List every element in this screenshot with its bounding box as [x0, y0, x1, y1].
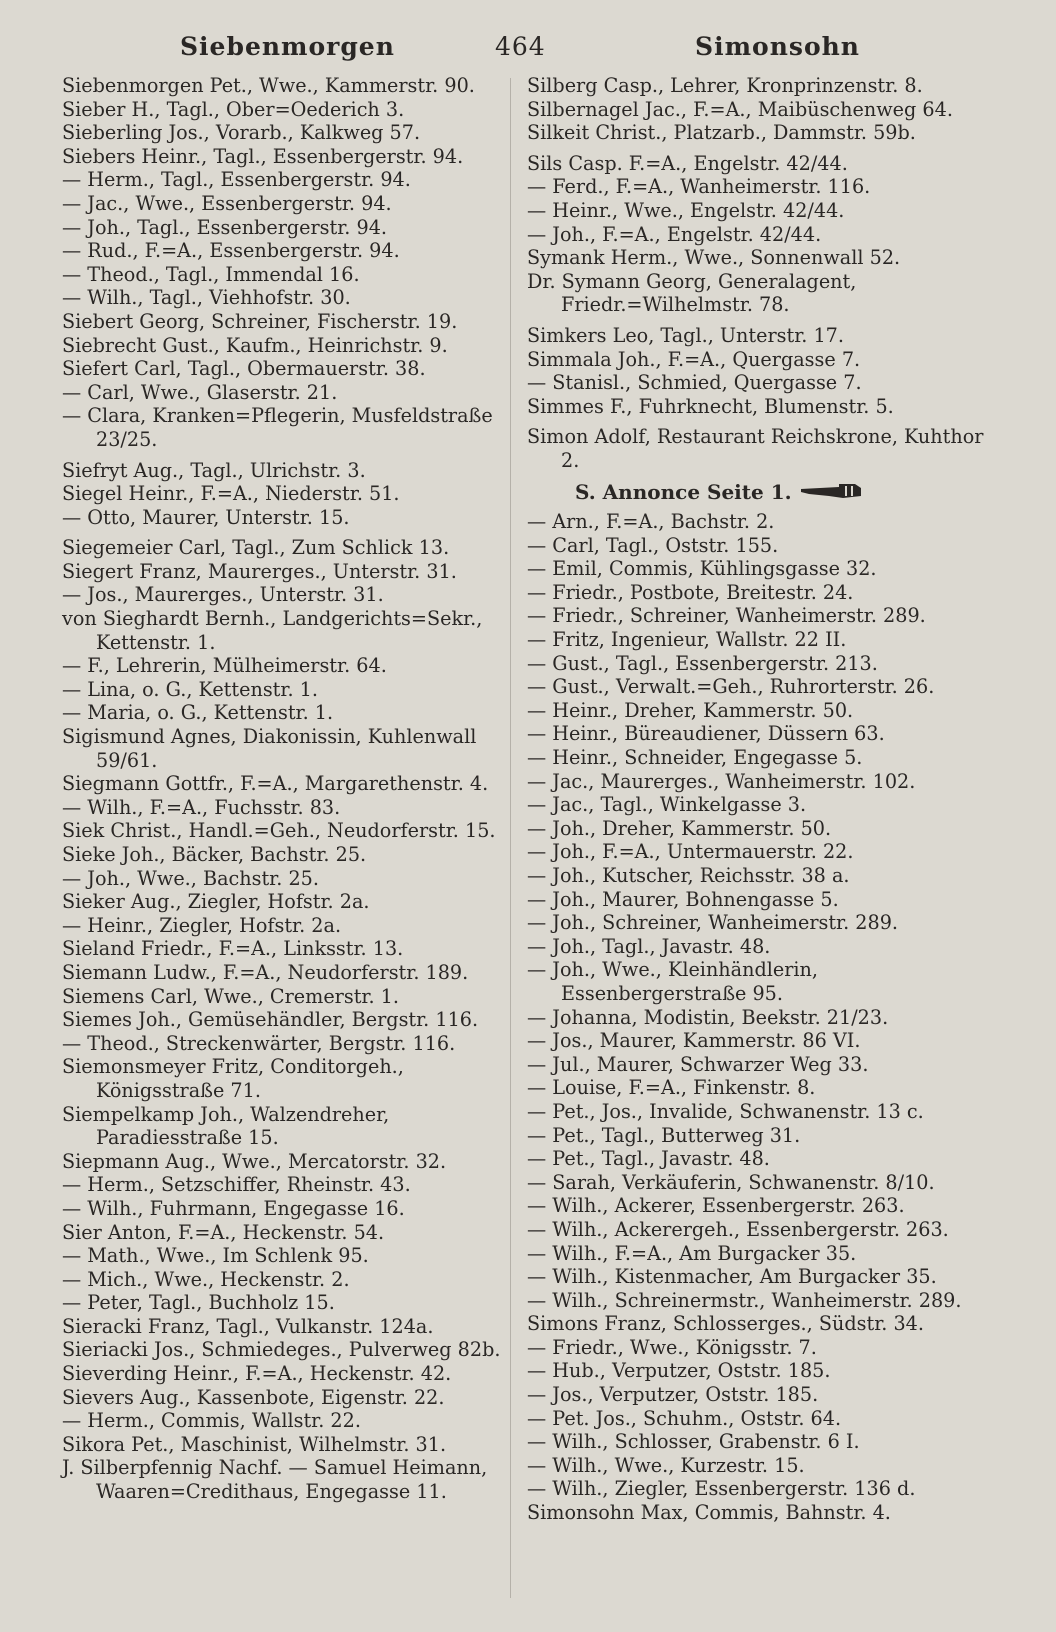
directory-entry: Siebert Georg, Schreiner, Fischerstr. 19. [62, 309, 458, 333]
directory-entry: Simons Franz, Schlosserges., Südstr. 34. [527, 1312, 924, 1336]
directory-entry: Siefryt Aug., Tagl., Ulrichstr. 3. [62, 458, 366, 482]
directory-entry: — Jul., Maurer, Schwarzer Weg 33. [527, 1052, 869, 1076]
entry-gap [62, 529, 508, 536]
directory-entry: — Pet., Tagl., Butterweg 31. [527, 1123, 801, 1147]
directory-entry: — Wilh., Schreinermstr., Wanheimerstr. 289. [527, 1288, 962, 1312]
directory-entry: Siegel Heinr., F.=A., Niederstr. 51. [62, 482, 400, 506]
directory-entry: — Heinr., Wwe., Engelstr. 42/44. [527, 198, 845, 222]
directory-entry: — Wilh., F.=A., Am Burgacker 35. [527, 1241, 857, 1265]
directory-entry: — Wilh., Wwe., Kurzestr. 15. [527, 1453, 805, 1477]
directory-entry: Siemonsmeyer Fritz, Conditorgeh., Königsstraße 71. [62, 1055, 404, 1102]
annonce-text: S. Annonce Seite 1. [575, 479, 792, 504]
directory-entry: Silberg Casp., Lehrer, Kronprinzenstr. 8. [527, 74, 923, 97]
directory-entry: — Jos., Maurer, Kammerstr. 86 VI. [527, 1029, 861, 1053]
directory-entry: — Lina, o. G., Kettenstr. 1. [62, 677, 318, 701]
directory-entry: von Sieghardt Bernh., Landgerichts=Sekr., Kettenstr. 1. [62, 607, 483, 654]
directory-entry: — Maria, o. G., Kettenstr. 1. [62, 701, 334, 725]
entry-gap [527, 317, 989, 324]
directory-entry: Sieland Friedr., F.=A., Linksstr. 13. [62, 937, 404, 961]
page-header [60, 26, 1020, 66]
directory-entry: — Rud., F.=A., Essenbergerstr. 94. [62, 239, 400, 263]
directory-entry: — Stanisl., Schmied, Quergasse 7. [527, 371, 862, 395]
annonce-note [527, 481, 989, 505]
directory-entry: — Theod., Streckenwärter, Bergstr. 116. [62, 1031, 456, 1055]
directory-entry: Sieracki Franz, Tagl., Vulkanstr. 124a. [62, 1314, 434, 1338]
directory-entry: — Herm., Setzschiffer, Rheinstr. 43. [62, 1173, 411, 1197]
directory-entry: Siemes Joh., Gemüsehändler, Bergstr. 116. [62, 1008, 479, 1032]
directory-entry: — Heinr., Büreaudiener, Düssern 63. [527, 722, 885, 746]
directory-entry: — Wilh., Ziegler, Essenbergerstr. 136 d. [527, 1477, 916, 1501]
left-column [62, 74, 508, 1504]
directory-entry: — Pet., Tagl., Javastr. 48. [527, 1147, 770, 1171]
directory-entry: — Pet. Jos., Schuhm., Oststr. 64. [527, 1406, 842, 1430]
directory-entry: — Ferd., F.=A., Wanheimerstr. 116. [527, 175, 871, 199]
directory-entry: Siefert Carl, Tagl., Obermauerstr. 38. [62, 357, 426, 381]
directory-entry: Silbernagel Jac., F.=A., Maibüschenweg 64. [527, 97, 953, 121]
directory-entry: Sieriacki Jos., Schmiedeges., Pulverweg 82b. [62, 1338, 501, 1362]
directory-entry: — Gust., Verwalt.=Geh., Ruhrorterstr. 26. [527, 675, 935, 699]
directory-entry: Siebers Heinr., Tagl., Essenbergerstr. 94. [62, 144, 464, 168]
directory-entry: — Friedr., Wwe., Königsstr. 7. [527, 1335, 817, 1359]
directory-entry: — Gust., Tagl., Essenbergerstr. 213. [527, 651, 878, 675]
directory-entry: — Friedr., Schreiner, Wanheimerstr. 289. [527, 604, 926, 628]
directory-entry: Sievers Aug., Kassenbote, Eigenstr. 22. [62, 1385, 445, 1409]
directory-entry: — Math., Wwe., Im Schlenk 95. [62, 1244, 369, 1268]
directory-entry: Sier Anton, F.=A., Heckenstr. 54. [62, 1220, 385, 1244]
directory-entry: Siegert Franz, Maurerges., Unterstr. 31. [62, 559, 457, 583]
directory-entry: — Heinr., Dreher, Kammerstr. 50. [527, 698, 854, 722]
directory-entry: Sieverding Heinr., F.=A., Heckenstr. 42. [62, 1362, 452, 1386]
header-left-keyword: Siebenmorgen [180, 32, 395, 61]
directory-entry: — Emil, Commis, Kühlingsgasse 32. [527, 557, 877, 581]
directory-entry: Siempelkamp Joh., Walzendreher, Paradiesstraße 15. [62, 1102, 390, 1150]
directory-entry: — Friedr., Postbote, Breitestr. 24. [527, 580, 854, 604]
directory-entry: — Wilh., F.=A., Fuchsstr. 83. [62, 795, 341, 819]
directory-entry: — Heinr., Ziegler, Hofstr. 2a. [62, 913, 342, 937]
directory-entry: Sikora Pet., Maschinist, Wilhelmstr. 31. [62, 1432, 447, 1456]
directory-entry: — Peter, Tagl., Buchholz 15. [62, 1291, 335, 1315]
directory-entry: — Arn., F.=A., Bachstr. 2. [527, 510, 775, 534]
entry-gap [527, 418, 989, 425]
directory-entry: Siegemeier Carl, Tagl., Zum Schlick 13. [62, 536, 450, 560]
directory-entry: — Joh., F.=A., Engelstr. 42/44. [527, 222, 822, 246]
directory-entry: Siek Christ., Handl.=Geh., Neudorferstr. 15. [62, 819, 496, 843]
directory-entry: — Theod., Tagl., Immendal 16. [62, 262, 360, 286]
directory-entry: — Sarah, Verkäuferin, Schwanenstr. 8/10. [527, 1170, 935, 1194]
directory-entry: Simon Adolf, Restaurant Reichskrone, Kuhthor 2. [527, 425, 984, 472]
directory-entry: — Herm., Commis, Wallstr. 22. [62, 1409, 361, 1433]
directory-entry: Simmes F., Fuhrknecht, Blumenstr. 5. [527, 394, 894, 418]
directory-entry: — Jos., Verputzer, Oststr. 185. [527, 1383, 819, 1407]
directory-entry: — Otto, Maurer, Unterstr. 15. [62, 505, 350, 529]
directory-entry: Simkers Leo, Tagl., Unterstr. 17. [527, 323, 844, 347]
directory-entry: Simmala Joh., F.=A., Quergasse 7. [527, 347, 861, 371]
directory-entry: — Joh., Tagl., Essenbergerstr. 94. [62, 215, 388, 239]
directory-entry: — Joh., Wwe., Bachstr. 25. [62, 866, 319, 890]
directory-entry: Sieber H., Tagl., Ober=Oederich 3. [62, 97, 405, 121]
directory-entry: — Heinr., Schneider, Engegasse 5. [527, 746, 863, 770]
directory-entry: Sils Casp. F.=A., Engelstr. 42/44. [527, 151, 848, 175]
directory-entry: — Wilh., Ackerergeh., Essenbergerstr. 263. [527, 1217, 949, 1241]
directory-entry: — Joh., Maurer, Bohnengasse 5. [527, 887, 839, 911]
right-column [527, 74, 989, 1525]
directory-entry: — Carl, Tagl., Oststr. 155. [527, 533, 779, 557]
page-number: 464 [495, 32, 546, 61]
directory-entry: Siepmann Aug., Wwe., Mercatorstr. 32. [62, 1149, 447, 1173]
directory-entry: Sieke Joh., Bäcker, Bachstr. 25. [62, 843, 367, 866]
directory-entry: — Wilh., Kistenmacher, Am Burgacker 35. [527, 1265, 937, 1289]
directory-entry: Siebenmorgen Pet., Wwe., Kammerstr. 90. [62, 74, 475, 97]
directory-entry: — Johanna, Modistin, Beekstr. 21/23. [527, 1005, 889, 1029]
entry-gap [527, 145, 989, 152]
directory-entry: — Pet., Jos., Invalide, Schwanenstr. 13 c. [527, 1099, 924, 1123]
directory-entry: — Joh., Wwe., Kleinhändlerin, Essenbergerstraße 95. [527, 958, 818, 1005]
directory-entry: — Joh., Dreher, Kammerstr. 50. [527, 816, 832, 840]
right-column-bottom [527, 510, 989, 1525]
directory-entry: — Jac., Wwe., Essenbergerstr. 94. [62, 191, 392, 215]
directory-entry: — Fritz, Ingenieur, Wallstr. 22 II. [527, 628, 847, 652]
directory-entry: Siemens Carl, Wwe., Cremerstr. 1. [62, 984, 399, 1008]
directory-entry: — Louise, F.=A., Finkenstr. 8. [527, 1076, 816, 1100]
directory-entry: Sieberling Jos., Vorarb., Kalkweg 57. [62, 121, 421, 145]
directory-entry: — Hub., Verputzer, Oststr. 185. [527, 1359, 831, 1383]
directory-entry: Siebrecht Gust., Kaufm., Heinrichstr. 9. [62, 333, 448, 357]
right-column-top [527, 74, 989, 473]
directory-entry: — Joh., Schreiner, Wanheimerstr. 289. [527, 911, 899, 935]
directory-entry: — Wilh., Ackerer, Essenbergerstr. 263. [527, 1194, 905, 1218]
directory-entry: — Joh., Tagl., Javastr. 48. [527, 934, 771, 958]
directory-entry: — Carl, Wwe., Glaserstr. 21. [62, 380, 338, 404]
directory-entry: Simonsohn Max, Commis, Bahnstr. 4. [527, 1501, 891, 1525]
pointing-hand-icon [799, 482, 863, 498]
directory-entry: Siemann Ludw., F.=A., Neudorferstr. 189. [62, 960, 469, 984]
directory-entry: Dr. Symann Georg, Generalagent, Friedr.=Wilhelmstr. 78. [527, 269, 857, 317]
directory-entry: — Clara, Kranken=Pflegerin, Musfeldstraße 23/25. [62, 404, 493, 451]
directory-entry: — F., Lehrerin, Mülheimerstr. 64. [62, 654, 387, 678]
directory-entry: — Joh., F.=A., Untermauerstr. 22. [527, 840, 854, 864]
directory-entry: — Jos., Maurerges., Unterstr. 31. [62, 583, 384, 607]
entry-gap [62, 452, 508, 459]
directory-entry: — Wilh., Fuhrmann, Engegasse 16. [62, 1196, 405, 1220]
directory-entry: — Wilh., Schlosser, Grabenstr. 6 I. [527, 1430, 860, 1454]
column-divider [510, 78, 511, 1598]
directory-entry: Sieker Aug., Ziegler, Hofstr. 2a. [62, 890, 370, 914]
directory-entry: Silkeit Christ., Platzarb., Dammstr. 59b. [527, 121, 916, 145]
directory-entry: Siegmann Gottfr., F.=A., Margarethenstr. 4. [62, 772, 489, 796]
directory-entry: — Herm., Tagl., Essenbergerstr. 94. [62, 168, 411, 192]
directory-entry: Symank Herm., Wwe., Sonnenwall 52. [527, 246, 901, 270]
header-right-keyword: Simonsohn [695, 32, 860, 61]
directory-entry: — Wilh., Tagl., Viehhofstr. 30. [62, 286, 351, 310]
directory-entry: — Joh., Kutscher, Reichsstr. 38 a. [527, 864, 850, 887]
directory-entry: J. Silberpfennig Nachf. — Samuel Heimann, Waaren=Credithaus, Engegasse 11. [62, 1456, 488, 1504]
directory-entry: Sigismund Agnes, Diakonissin, Kuhlenwall 59/61. [62, 725, 477, 772]
directory-entry: — Jac., Tagl., Winkelgasse 3. [527, 793, 807, 817]
directory-entry: — Jac., Maurerges., Wanheimerstr. 102. [527, 769, 916, 793]
directory-entry: — Mich., Wwe., Heckenstr. 2. [62, 1267, 350, 1291]
